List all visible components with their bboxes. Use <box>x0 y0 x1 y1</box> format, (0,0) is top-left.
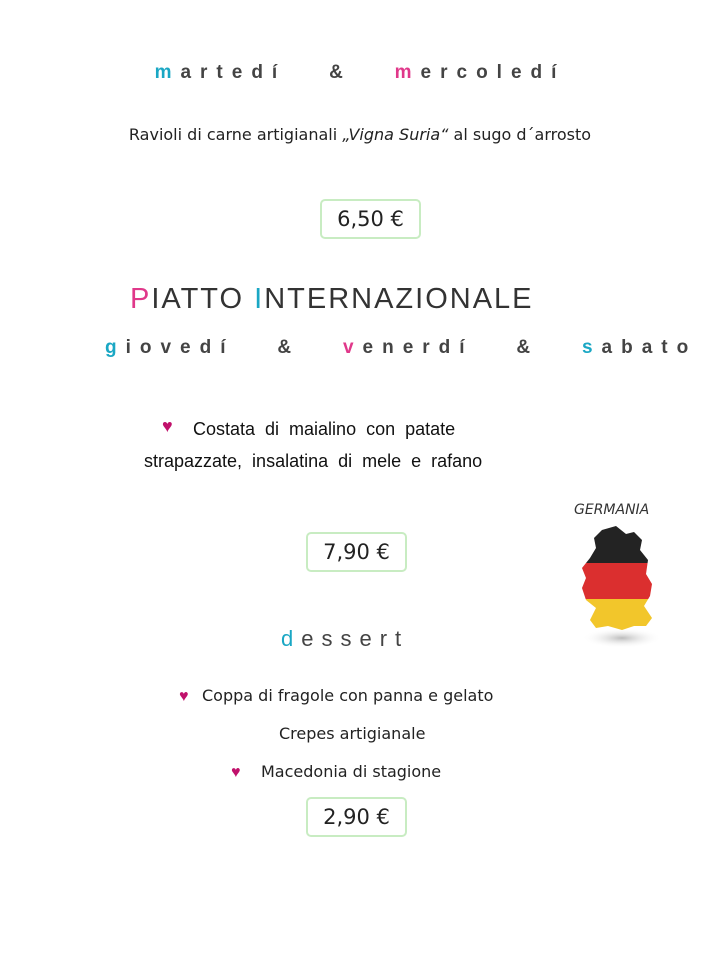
dish-line-2: strapazzate, insalatina di mele e rafano <box>144 451 483 471</box>
price-value: 7,90 € <box>323 540 390 564</box>
day-initial: g <box>105 337 126 358</box>
ampersand: & <box>329 62 352 83</box>
dish-suffix: al sugo d´arrosto <box>448 125 592 144</box>
day-initial: s <box>581 337 602 358</box>
dish-line-1: Costata di maialino con patate <box>193 419 456 439</box>
day-name: enerdí <box>362 337 474 358</box>
dessert-item: Coppa di fragole con panna e gelato <box>202 686 494 705</box>
country-label: GERMANIA <box>574 502 650 518</box>
day-name: ercoledí <box>420 62 566 83</box>
dessert-title <box>281 626 409 652</box>
title-initial: P <box>130 283 152 315</box>
days-header-tue-wed <box>0 62 720 84</box>
germany-flag-map-icon <box>572 526 664 652</box>
days-header-thu-fri-sat <box>105 337 697 359</box>
title-part: essert <box>301 626 410 651</box>
price-box-2 <box>306 532 407 572</box>
price-value: 2,90 € <box>323 805 390 829</box>
day-initial: m <box>154 62 181 83</box>
section-title-international <box>130 283 534 316</box>
heart-icon: ♥ <box>162 416 173 436</box>
dish-ravioli <box>0 125 720 144</box>
dessert-item: Crepes artigianale <box>279 724 426 743</box>
title-part: NTERNAZIONALE <box>264 283 534 315</box>
day-name: iovedí <box>125 337 235 358</box>
price-box-1 <box>320 199 421 239</box>
title-part: IATTO <box>151 283 255 315</box>
title-initial: I <box>254 283 265 315</box>
heart-icon: ♥ <box>231 764 241 781</box>
dish-brand: „Vigna Suria“ <box>342 125 449 144</box>
ampersand: & <box>277 337 301 358</box>
ampersand: & <box>516 337 540 358</box>
heart-icon: ♥ <box>179 688 189 705</box>
day-name: artedí <box>180 62 287 83</box>
dish-prefix: Ravioli di carne artigianali <box>128 125 343 144</box>
day-initial: m <box>394 62 421 83</box>
day-initial: v <box>342 337 363 358</box>
dessert-item: Macedonia di stagione <box>261 762 442 781</box>
title-initial: d <box>281 626 302 651</box>
day-name: abato <box>601 337 698 358</box>
price-box-3 <box>306 797 407 837</box>
price-value: 6,50 € <box>337 207 404 231</box>
